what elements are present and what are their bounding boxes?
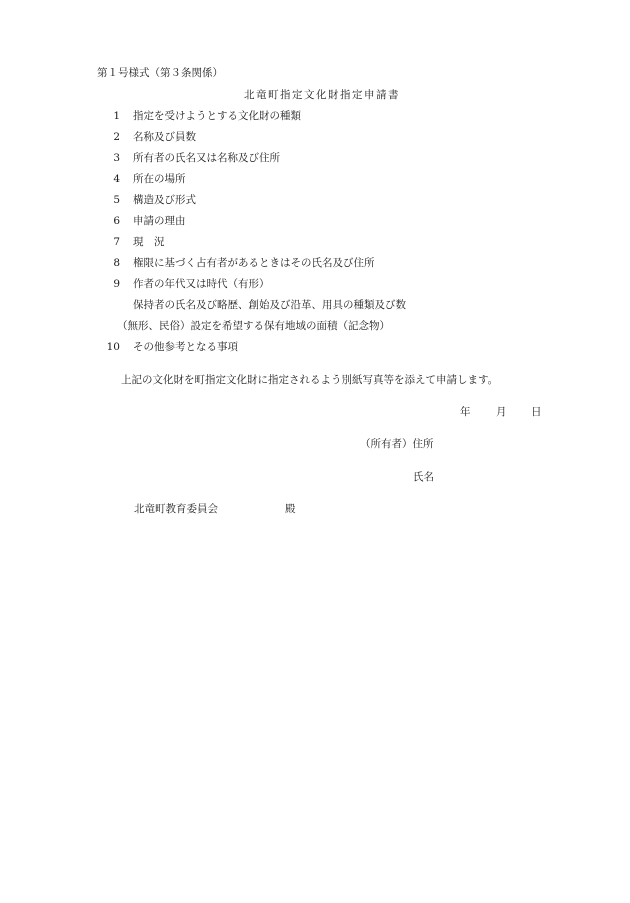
document-title: 北竜町指定文化財指定申請書 (244, 89, 400, 101)
owner-name-label: 氏名 (413, 471, 434, 483)
item-text: 作者の年代又は時代（有形） (133, 278, 270, 290)
item-number: 1 (113, 110, 120, 122)
owner-address-label: （所有者）住所 (360, 438, 434, 450)
item-number: 6 (113, 215, 120, 227)
item-text: 構造及び形式 (133, 194, 196, 206)
form-label: 第１号様式（第３条関係） (97, 67, 223, 79)
item-text: 申請の理由 (133, 215, 186, 227)
item-number: 8 (113, 257, 120, 269)
item-number: 3 (113, 152, 120, 164)
honorific: 殿 (285, 503, 296, 515)
date-year: 年 (460, 406, 471, 418)
item-number: 9 (113, 278, 120, 290)
application-statement: 上記の文化財を町指定文化財に指定されるよう別紙写真等を添えて申請します。 (121, 374, 499, 386)
recipient: 北竜町教育委員会 (134, 503, 218, 515)
item-text: 所有者の氏名又は名称及び住所 (133, 152, 280, 164)
item-continuation: （無形、民俗）設定を希望する保有地域の面積（記念物） (117, 320, 390, 332)
item-text: その他参考となる事項 (133, 341, 238, 353)
item-number: 7 (113, 236, 120, 248)
item-text: 権限に基づく占有者があるときはその氏名及び住所 (133, 257, 375, 269)
date-month: 月 (496, 406, 507, 418)
item-text: 指定を受けようとする文化財の種類 (133, 110, 301, 122)
item-number: 4 (113, 173, 120, 185)
date-day: 日 (531, 406, 542, 418)
item-text: 所在の場所 (133, 173, 186, 185)
item-continuation: 保持者の氏名及び略歴、創始及び沿革、用具の種類及び数 (133, 299, 406, 311)
item-text: 名称及び員数 (133, 131, 196, 143)
item-number: 10 (106, 341, 120, 353)
item-number: 2 (113, 131, 120, 143)
item-text: 現 況 (133, 236, 165, 248)
item-number: 5 (113, 194, 120, 206)
